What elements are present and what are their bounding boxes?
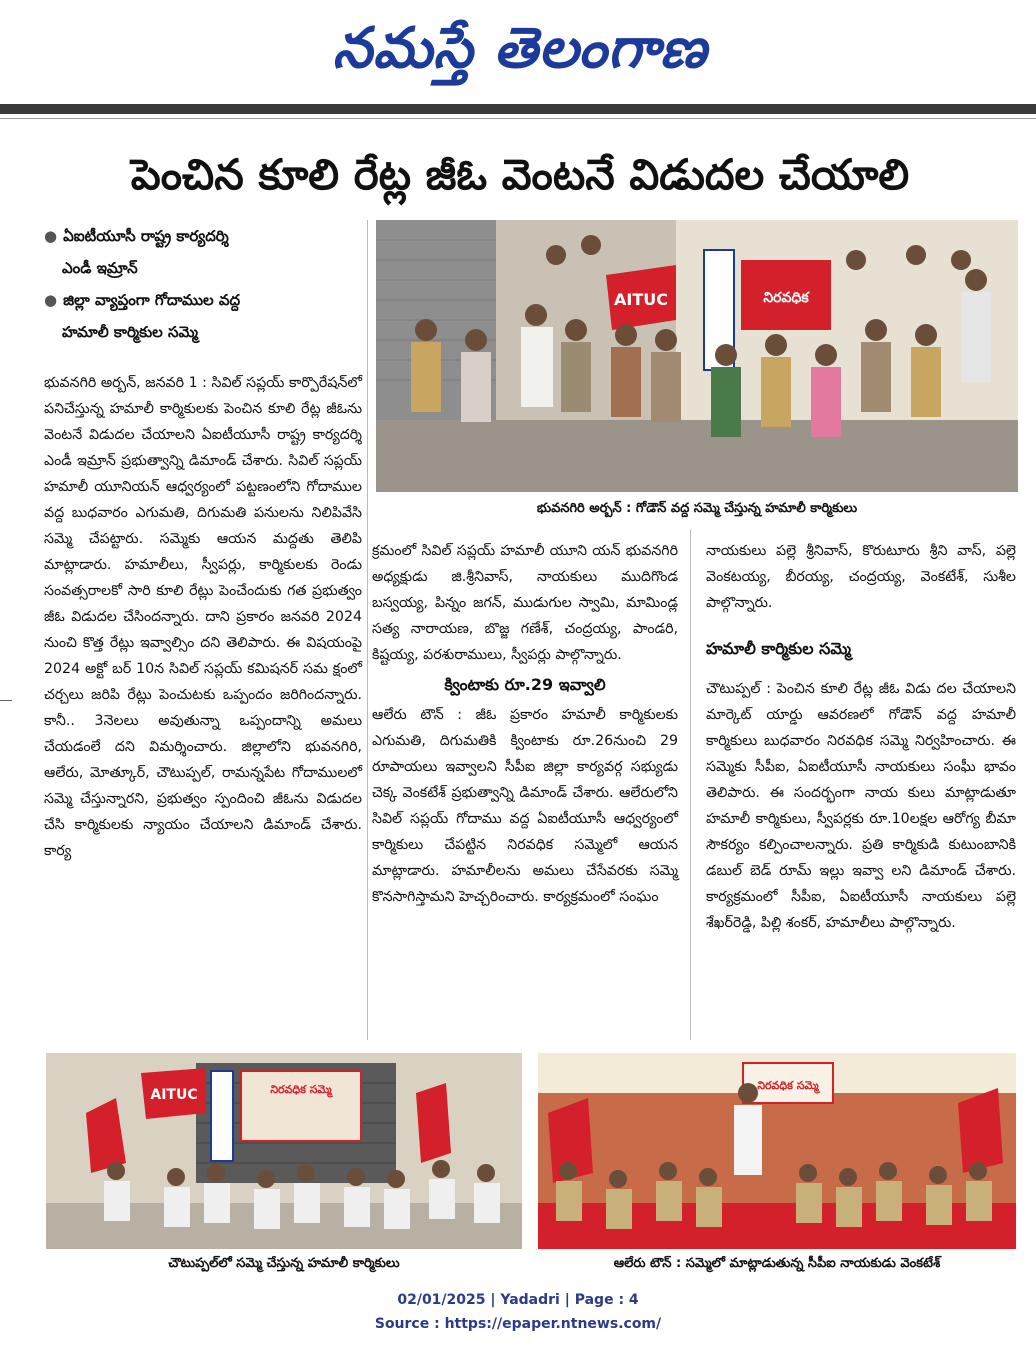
bullet-text: ఎండీ ఇమ్రాన్	[62, 259, 138, 277]
masthead-title: నమస్తే తెలంగాణ	[332, 15, 708, 81]
column-3-text: నాయకులు పల్లె శ్రీనివాస్, కొరుటూరు శ్రీని వాస్, పల్లె వెంకటయ్య, బీరయ్య, చంద్రయ్య, వెంకటేశ్, సుశీల పాల్గొన్నారు.	[706, 543, 1016, 611]
photo-bottom-right-caption: ఆలేరు టౌన్ : సమ్మెలో మాట్లాడుతున్న సీపీఐ నాయకుడు వెంకటేశ్	[613, 1256, 941, 1271]
main-banner-text: AITUC	[614, 290, 668, 309]
page-footer	[0, 1288, 1036, 1336]
fold-mark	[0, 700, 12, 717]
article-column-3	[706, 538, 1016, 936]
bottom-right-sign-text: నిరవధిక సమ్మె	[757, 1079, 819, 1092]
column-3-subheading: హమాలీ కార్మికుల సమ్మె	[706, 639, 852, 658]
photo-bottom-left-caption: చౌటుప్పల్‌లో సమ్మె చేస్తున్న హమాలీ కార్మికులు	[168, 1256, 400, 1271]
header-rule	[0, 104, 1036, 114]
main-sign-text: నిరవధిక	[763, 290, 809, 306]
footer-source: Source : https://epaper.ntnews.com/	[374, 1316, 662, 1332]
header-rule-thin	[0, 118, 1036, 119]
photo-main	[376, 220, 1018, 492]
bottom-left-sign-text: నిరవధిక సమ్మె	[270, 1083, 332, 1096]
bullet-text: హమాలీ కార్మికుల సమ్మె	[62, 323, 198, 341]
bullet-item	[44, 220, 364, 284]
photo-main-caption: భువనగిరి అర్బన్ : గోడౌన్ వద్ద సమ్మె చేస్తున్న హమాలీ కార్మికులు	[536, 501, 858, 516]
article-column-1: భువనగిరి అర్బన్, జనవరి 1 : సివిల్ సప్లయ్ కార్పొరేషన్‌లో పనిచేస్తున్న హమాలీ కార్మికులకు పెంచిన కూలి రేట్ల జీఓను వెంటనే విడుదల చేయాలని ఏఐటీయూసీ రాష్ట్ర కార్యదర్శి ఎండీ ఇమ్రాన్ ప్రభుత్వాన్ని డిమాండ్ చేశారు. సివిల్ సప్లయ్ హమాలీ యూనియన్ ఆధ్వర్యంలో పట్టణంలోని గోదాముల వద్ద బుధవారం ఎగుమతి, దిగుమతి పనులను నిలిపివేసి సమ్మె చేపట్టారు. సమ్మెకు ఆయన మద్దతు తెలిపి మాట్లాడారు. హమాలీలు, స్వీపర్లు, కార్మికులకు రెండు సంవత్సరాలకో సారి కూలి రేట్లు పెంచేందుకు గత ప్రభుత్వం జీఓ విడుదల చేసిందన్నారు. దాని ప్రకారం జనవరి 2024 నుంచి కొత్త రేట్లు ఇవ్వాల్సిం దని తెలిపారు. ఈ విషయంపై 2024 అక్టో బర్ 10న సివిల్ సప్లయ్ కమిషనర్ సమ క్షంలో చర్చలు జరిపి రేట్లు పెంచుటకు ఒప్పందం జరిగిందన్నారు. కానీ.. 3నెలలు అవుతున్నా ఒప్పందాన్ని అమలు చేయడంలే దని విమర్శించారు. జిల్లాలోని భువనగిరి, ఆలేరు, మోత్కూర్, చౌటుప్పల్, రామన్నపేట గోదాములలో సమ్మె చేస్తున్నారని, ప్రభుత్వం స్పందించి జీఓను విడుదల చేసి కార్మికులకు న్యాయం చేయాలని డిమాండ్ చేశారు. కార్య	[44, 375, 362, 859]
bullet-item	[44, 284, 364, 348]
bullet-dot-icon: ●	[44, 227, 58, 245]
bullet-dot-icon: ●	[44, 291, 58, 309]
column-2-text: ఆలేరు టౌన్ : జీఓ ప్రకారం హమాలీ కార్మికులకు ఎగుమతి, దిగుమతికి క్వింటాకు రూ.26నుంచి 29 రూపాయలు ఇవ్వాలని సీపీఐ జిల్లా కార్యవర్గ సభ్యుడు చెక్క వెంకటేశ్ ప్రభుత్వాన్ని డిమాండ్ చేశారు. ఆలేరులోని సివిల్ సప్లయ్ గోదాము వద్ద ఏఐటీయూసీ ఆధ్వర్యంలో కార్మికులు చేపట్టిన నిరవధిక సమ్మెలో ఆయన మాట్లాడారు. హమాలీలను అమలు చేసేవరకు సమ్మె కొనసాగిస్తామని హెచ్చరించారు. కార్యక్రమంలో సంఘం	[372, 707, 678, 905]
bullet-text: ఏఐటీయూసీ రాష్ట్ర కార్యదర్శి	[63, 227, 229, 245]
protest-photo-bottom-left	[46, 1053, 522, 1249]
protest-photo-main	[376, 220, 1018, 492]
column-divider	[690, 530, 691, 1040]
article-headline: పెంచిన కూలి రేట్ల జీఓ వెంటనే విడుదల చేయాలి	[130, 150, 910, 199]
footer-date-edition: 02/01/2025 | Yadadri | Page : 4	[397, 1292, 639, 1308]
protest-photo-bottom-right	[538, 1053, 1016, 1249]
column-divider	[367, 220, 368, 1040]
highlight-bullets	[44, 220, 364, 348]
bullet-text: జిల్లా వ్యాప్తంగా గోదాముల వద్ద	[63, 291, 241, 309]
photo-bottom-right	[538, 1053, 1016, 1249]
masthead	[0, 0, 1036, 100]
column-3-text: చౌటుప్పల్ : పెంచిన కూలి రేట్ల జీఓ విడు దల చేయాలని మార్కెట్ యార్డు ఆవరణలో గోడౌన్ వద్ద హమాలీ కార్మికులు బుధవారం నిరవధిక సమ్మె నిర్వహించారు. ఈ సమ్మెకు సీపీఐ, ఏఐటీయూసీ నాయకులు సంఘీ భావం తెలిపారు. ఈ సందర్భంగా నాయ కులు మాట్లాడుతూ హమాలీ కార్మికులు, స్వీపర్లకు రూ.10లక్షల ఆరోగ్య బీమా సౌకర్యం కల్పించాలన్నారు. ప్రతి కార్మికుడి కుటుంబానికి డబుల్ బెడ్ రూమ్ ఇల్లు ఇవ్వా లని డిమాండ్ చేశారు. కార్యక్రమంలో సీపీఐ, ఏఐటీయూసీ నాయకులు పల్లె శేఖర్‌రెడ్డి, పిల్లి శంకర్, హమాలీలు పాల్గొన్నారు.	[706, 681, 1016, 931]
column-2-subheading: క్వింటాకు రూ.29 ఇవ్వాలి	[444, 675, 606, 694]
photo-bottom-left	[46, 1053, 522, 1249]
column-2-text: క్రమంలో సివిల్ సప్లయ్ హమాలీ యూని యన్ భువనగిరి అధ్యక్షుడు జి.శ్రీనివాస్, నాయకులు ముదిగొండ బస్వయ్య, పిన్నం జగన్, ముడుగుల స్వామి, మామిండ్ల సత్య నారాయణ, బొజ్జ గణేశ్, చంద్రయ్య, పాండరి, కిష్టయ్య, పరశురాములు, స్వీపర్లు పాల్గొన్నారు.	[372, 543, 678, 663]
bottom-left-banner-text: AITUC	[150, 1087, 198, 1103]
article-column-2	[372, 538, 678, 910]
